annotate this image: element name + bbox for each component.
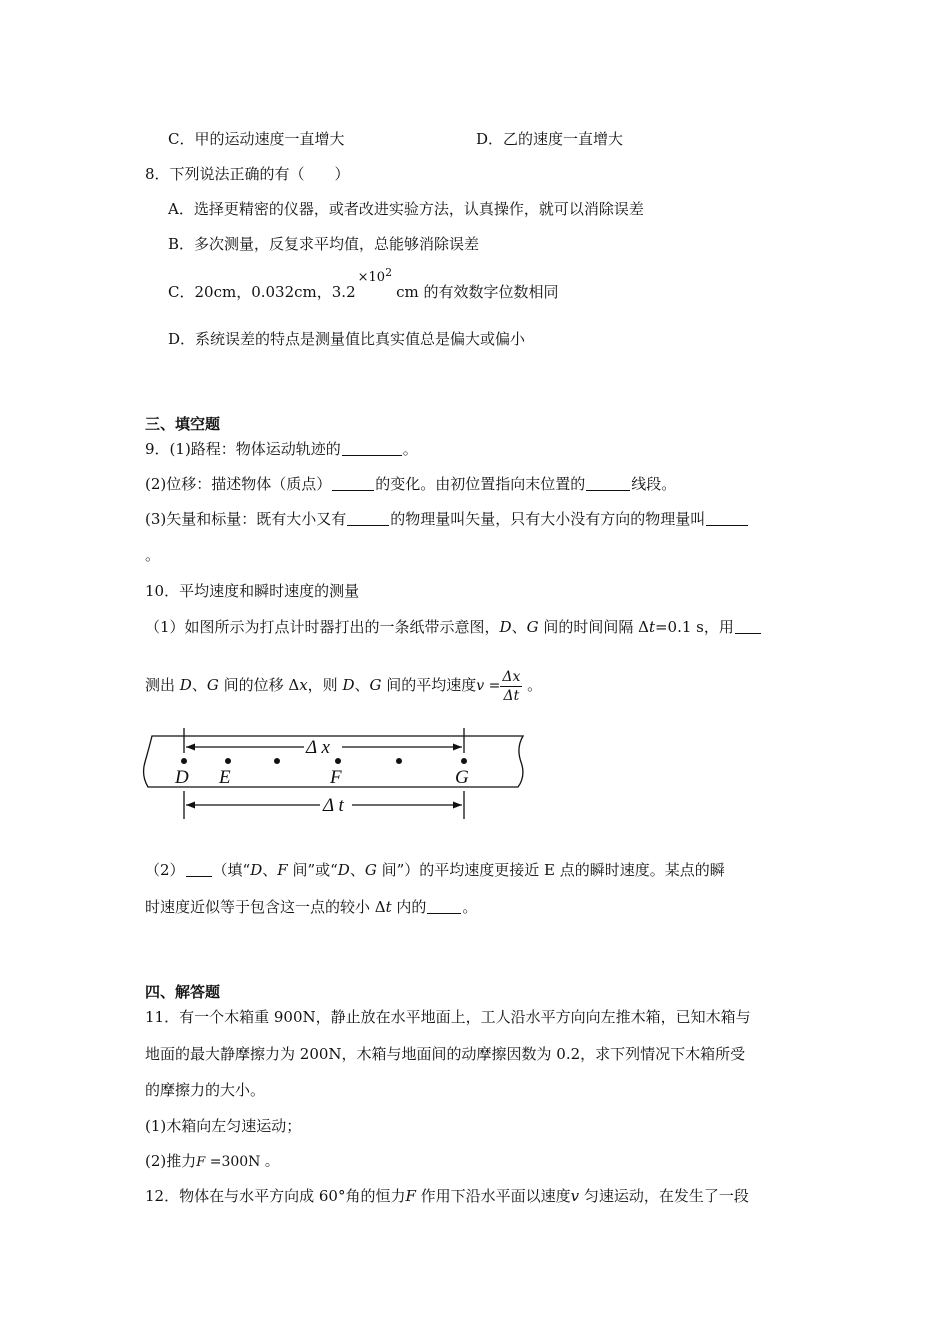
- q12-line-1: 12．物体在与水平方向成 60°角的恒力F 作用下沿水平面以速度v 匀速运动，在发生了一段: [145, 1187, 749, 1205]
- q11-line-4: (1)木箱向左匀速运动；: [145, 1117, 302, 1135]
- velocity-fraction: $\frac{\Delta x}{\Delta t}$: [502, 668, 521, 704]
- q8-option-b: B．多次测量，反复求平均值，总能够消除误差: [168, 235, 480, 253]
- dot-5: [396, 758, 402, 764]
- answer-blank[interactable]: [342, 440, 402, 456]
- answer-blank[interactable]: [735, 618, 761, 634]
- q9-line-3: (3)矢量和标量：既有大小又有 的物理量叫矢量，只有大小没有方向的物理量叫: [145, 509, 749, 529]
- label-e: E: [219, 767, 231, 788]
- dt-arrowhead-left: [186, 802, 195, 809]
- dot-d: [181, 758, 187, 764]
- q10-part1-line1: （1）如图所示为打点计时器打出的一条纸带示意图，D、G 间的时间间隔 Δt=0.1 s，用: [145, 617, 762, 637]
- q11-line-2: 地面的最大静摩擦力为 200N，木箱与地面间的动摩擦因数为 0.2，求下列情况下木箱所受: [145, 1045, 746, 1063]
- answer-blank[interactable]: [332, 475, 374, 491]
- q7-option-c: C．甲的运动速度一直增大: [168, 130, 345, 148]
- q8-times-ten: $\times 10^2$: [357, 266, 393, 285]
- q11-line-3: 的摩擦力的大小。: [145, 1081, 266, 1099]
- dx-label: Δ x: [306, 737, 330, 758]
- answer-blank[interactable]: [427, 898, 461, 914]
- dt-arrowhead-right: [453, 802, 462, 809]
- dx-arrowhead-left: [186, 744, 195, 751]
- dot-3: [274, 758, 280, 764]
- dot-f: [335, 758, 341, 764]
- section-3-title: 三、填空题: [145, 415, 221, 433]
- dt-label: Δ t: [323, 795, 344, 816]
- q8-option-a: A．选择更精密的仪器，或者改进实验方法，认真操作，就可以消除误差: [168, 200, 644, 218]
- q8-option-c: C．20cm，0.032cm，$3.2\times 10^2cm$ 的有效数字位数相同: [168, 266, 559, 301]
- q10-part2-line2: 时速度近似等于包含这一点的较小 Δt 内的 。: [145, 898, 478, 916]
- q10-part2-line1: （2） （填“D、F 间”或“D、G 间”）的平均速度更接近 E 点的瞬时速度。某点的瞬: [145, 861, 725, 879]
- answer-blank[interactable]: [586, 475, 630, 491]
- q11-line-1: 11．有一个木箱重 900N，静止放在水平地面上，工人沿水平方向向左推木箱，已知木箱与: [145, 1008, 751, 1026]
- answer-blank[interactable]: [347, 510, 389, 526]
- answer-blank[interactable]: [706, 510, 748, 526]
- q10-title: 10．平均速度和瞬时速度的测量: [145, 582, 360, 600]
- label-g: G: [455, 767, 469, 788]
- dot-g: [461, 758, 467, 764]
- q9-line-1: 9．(1)路程：物体运动轨迹的 。: [145, 440, 418, 458]
- label-d: D: [175, 767, 189, 788]
- label-f: F: [330, 767, 342, 788]
- q7-option-d: D．乙的速度一直增大: [476, 130, 624, 148]
- dot-e: [225, 758, 231, 764]
- dx-arrowhead-right: [453, 744, 462, 751]
- q9-line-2: (2)位移：描述物体（质点） 的变化。由初位置指向末位置的 线段。: [145, 475, 677, 493]
- q8-stem: 8．下列说法正确的有（ ）: [145, 165, 350, 183]
- section-4-title: 四、解答题: [145, 983, 221, 1001]
- q11-line-5: (2)推力F =300N 。: [145, 1152, 279, 1170]
- answer-blank[interactable]: [186, 861, 212, 877]
- q8-option-d: D．系统误差的特点是测量值比真实值总是偏大或偏小: [168, 330, 526, 348]
- q9-line-4: 。: [145, 546, 161, 564]
- q10-part1-line2: 测出 D、G 间的位移 Δx，则 D、G 间的平均速度v = $\frac{\Delta x}{\Delta t}$ 。: [145, 668, 543, 704]
- ticker-tape-figure: [140, 725, 540, 825]
